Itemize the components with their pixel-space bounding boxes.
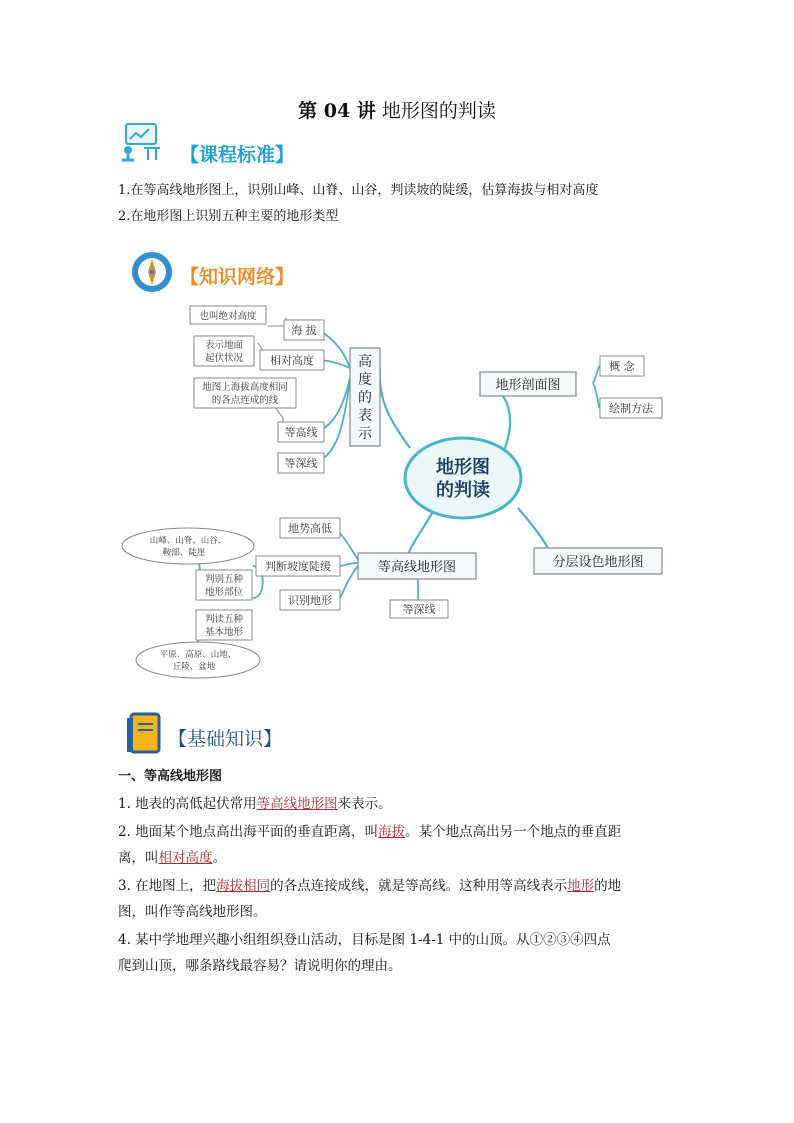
book-icon [125,712,163,756]
branch-profile: 地形剖面图 [495,378,561,393]
node-five-parts-note-1: 山峰、山脊、山谷、 [149,536,227,546]
term-contour-map: 等高线地形图 [256,796,338,812]
branch-contour-map: 等高线地形图 [377,560,457,575]
term-terrain: 地形 [567,878,595,894]
height-char-5: 示 [358,426,372,442]
height-char-1: 高 [358,354,372,370]
paragraph-4-line-2: 爬到山顶，哪条路线最容易？请说明你的理由。 [118,958,402,974]
center-line-1: 地形图 [436,457,490,478]
standard-item-1: 1.在等高线地形图上，识别山峰、山脊、山谷，判读坡的陡缓，估算海拔与相对高度 [118,183,599,198]
term-relative-height: 相对高度 [158,850,213,866]
section-heading-standards: 【课程标准】 [180,144,295,166]
node-relative-height: 相对高度 [270,354,314,367]
node-concept: 概 念 [609,360,635,373]
node-altitude: 海 拔 [291,324,317,337]
section-heading-basics: 【基础知识】 [168,728,283,750]
teacher-board-icon [120,120,170,162]
height-char-4: 表 [358,408,372,424]
branch-layered: 分层设色地形图 [552,555,644,570]
node-five-parts-2: 地形部位 [204,587,244,598]
lesson-title: 地形图的判读 [381,100,496,122]
node-isobath-2: 等深线 [402,603,436,616]
node-five-basic-1: 判读五种 [204,614,244,625]
paragraph-4-line-1: 4. 某中学地理兴趣小组组织登山活动，目标是图 1-4-1 中的山顶。从①②③④四点 [118,932,611,948]
center-line-2: 的判读 [436,480,490,501]
height-char-3: 的 [358,390,372,406]
node-five-basic-2: 基本地形 [204,627,244,638]
node-altitude-note: 也叫绝对高度 [199,311,257,322]
paragraph-1: 1. 地表的高低起伏常用等高线地形图来表示。 [118,796,392,812]
subheading-contour-map: 一、等高线地形图 [118,769,223,784]
term-altitude: 海拔 [378,824,406,840]
node-contour-note-1: 地图上海拔高度相同 [202,382,288,393]
standard-item-2: 2.在地形图上识别五种主要的地形类型 [118,209,339,224]
node-isobath: 等深线 [284,457,318,470]
mind-map [118,298,678,680]
node-contour-note-2: 的各点连成的线 [211,395,279,406]
node-five-parts-note-2: 鞍部、陡崖 [162,548,206,558]
node-relative-note-1: 表示地面 [204,340,244,351]
paragraph-2-line-2: 离，叫相对高度。 [118,850,226,866]
paragraph-3-line-1: 3. 在地图上，把海拔相同的各点连接成线，就是等高线。这种用等高线表示地形的地 [118,878,622,894]
paragraph-3-line-2: 图，叫作等高线地形图。 [118,904,267,920]
node-contour: 等高线 [284,426,318,439]
node-relative-note-2: 起伏状况 [204,353,244,364]
node-terrain-height: 地势高低 [288,522,332,535]
node-slope: 判断坡度陡缓 [265,560,331,573]
section-heading-network: 【知识网络】 [180,266,295,288]
node-identify: 识别地形 [288,594,332,607]
paragraph-2-line-1: 2. 地面某个地点高出海平面的垂直距离，叫海拔。某个地点高出另一个地点的垂直距 [118,824,622,840]
lesson-number: 第 04 讲 [298,100,376,122]
height-char-2: 度 [358,372,372,388]
node-five-basic-note-2: 丘陵、盆地 [172,662,216,672]
node-five-basic-note-1: 平原、高原、山地、 [159,650,237,660]
compass-icon [130,250,176,294]
term-same-altitude: 海拔相同 [216,878,271,894]
page-title [0,96,794,123]
node-drawing-method: 绘制方法 [609,402,653,415]
node-five-parts-1: 判别五种 [204,574,244,585]
